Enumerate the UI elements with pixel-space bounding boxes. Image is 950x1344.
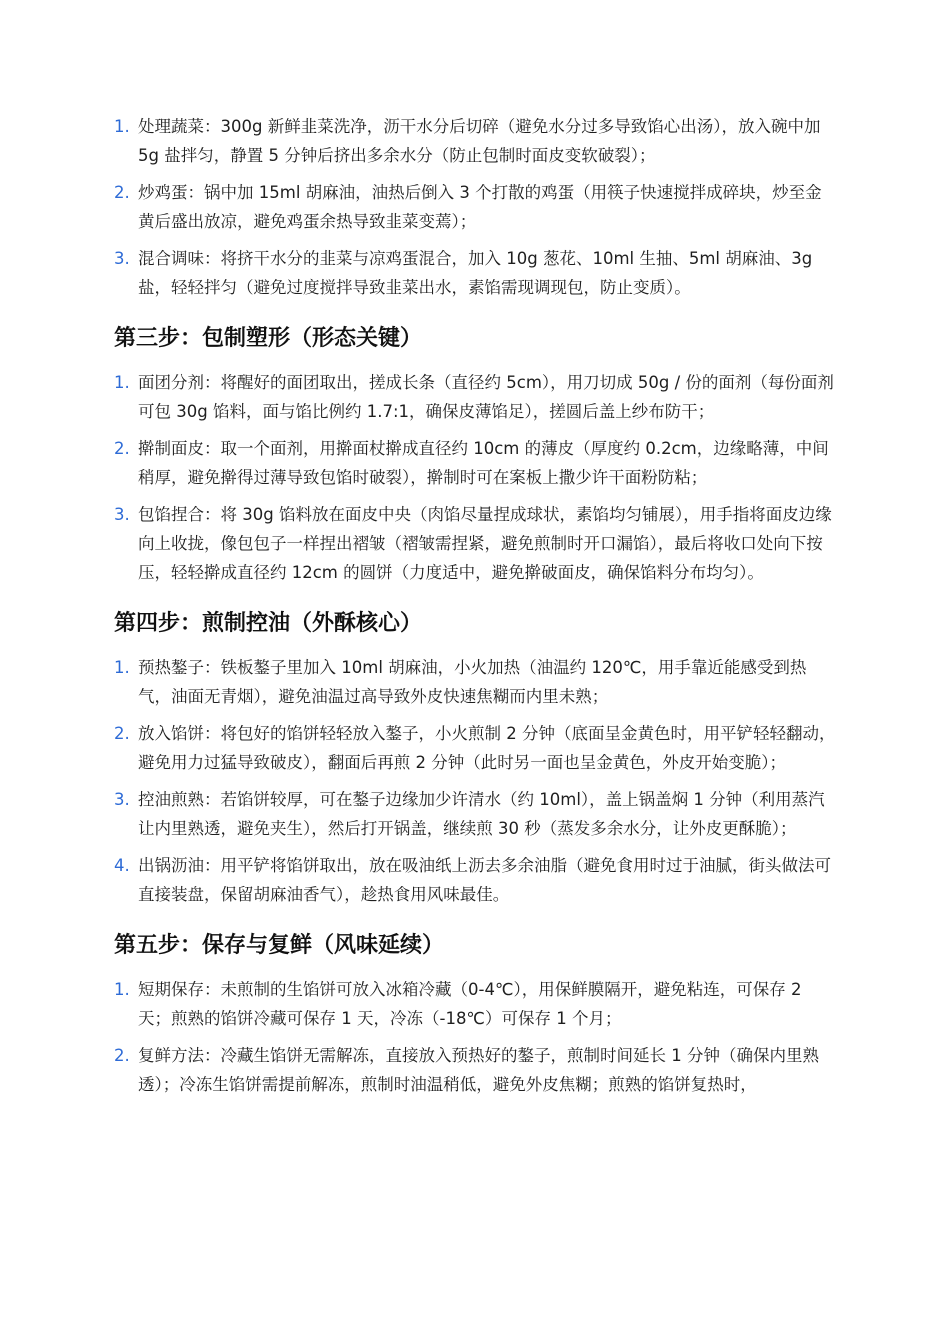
list-item-text: 炒鸡蛋：锅中加 15ml 胡麻油，油热后倒入 3 个打散的鸡蛋（用筷子快速搅拌成碎块，炒至金黄后盛出放凉，避免鸡蛋余热导致韭菜变蔫）；	[138, 183, 822, 231]
list-item-text: 擀制面皮：取一个面剂，用擀面杖擀成直径约 10cm 的薄皮（厚度约 0.2cm，边缘略薄，中间稍厚，避免擀得过薄导致包馅时破裂），擀制时可在案板上撒少许干面粉防粘；	[138, 439, 829, 487]
list-item	[114, 975, 836, 1033]
intro-step-list	[114, 112, 836, 302]
list-item-text: 放入馅饼：将包好的馅饼轻轻放入鏊子，小火煎制 2 分钟（底面呈金黄色时，用平铲轻轻翻动，避免用力过猛导致破皮），翻面后再煎 2 分钟（此时另一面也呈金黄色，外皮开始变脆）；	[138, 724, 836, 772]
list-number: 1.	[114, 117, 130, 136]
section-heading-step3: 第三步：包制塑形（形态关键）	[114, 326, 423, 351]
list-number: 3.	[114, 790, 130, 809]
step5-list	[114, 975, 836, 1099]
list-item-text: 出锅沥油：用平铲将馅饼取出，放在吸油纸上沥去多余油脂（避免食用时过于油腻，街头做法可直接装盘，保留胡麻油香气），趁热食用风味最佳。	[138, 856, 831, 904]
list-number: 4.	[114, 856, 130, 875]
list-number: 1.	[114, 980, 130, 999]
list-item-text: 面团分剂：将醒好的面团取出，搓成长条（直径约 5cm），用刀切成 50g / 份的面剂（每份面剂可包 30g 馅料，面与馅比例约 1.7:1，确保皮薄馅足），搓圆后盖上纱布防干；	[138, 373, 834, 421]
list-item	[114, 244, 836, 302]
list-item	[114, 785, 836, 843]
list-item-text: 包馅捏合：将 30g 馅料放在面皮中央（肉馅尽量捏成球状，素馅均匀铺展），用手指将面皮边缘向上收拢，像包包子一样捏出褶皱（褶皱需捏紧，避免煎制时开口漏馅），最后将收口处向下按压，轻轻擀成直径约 12cm 的圆饼（力度适中，避免擀破面皮，确保馅料分布均匀）。	[138, 505, 832, 582]
list-number: 1.	[114, 373, 130, 392]
list-item-text: 控油煎熟：若馅饼较厚，可在鏊子边缘加少许清水（约 10ml），盖上锅盖焖 1 分钟（利用蒸汽让内里熟透，避免夹生），然后打开锅盖，继续煎 30 秒（蒸发多余水分，让外皮更酥脆）；	[138, 790, 825, 838]
list-item-text: 处理蔬菜：300g 新鲜韭菜洗净，沥干水分后切碎（避免水分过多导致馅心出汤），放入碗中加 5g 盐拌匀，静置 5 分钟后挤出多余水分（防止包制时面皮变软破裂）；	[138, 117, 821, 165]
list-item	[114, 719, 836, 777]
list-number: 2.	[114, 183, 130, 202]
list-item	[114, 1041, 836, 1099]
list-item	[114, 368, 836, 426]
list-item	[114, 112, 836, 170]
list-number: 2.	[114, 439, 130, 458]
list-item-text: 复鲜方法：冷藏生馅饼无需解冻，直接放入预热好的鏊子，煎制时间延长 1 分钟（确保内里熟透）；冷冻生馅饼需提前解冻，煎制时油温稍低，避免外皮焦糊；煎熟的馅饼复热时，	[138, 1046, 819, 1094]
list-item-text: 短期保存：未煎制的生馅饼可放入冰箱冷藏（0-4℃），用保鲜膜隔开，避免粘连，可保存 2 天；煎熟的馅饼冷藏可保存 1 天，冷冻（-18℃）可保存 1 个月；	[138, 980, 802, 1028]
list-item-text: 预热鏊子：铁板鏊子里加入 10ml 胡麻油，小火加热（油温约 120℃，用手靠近能感受到热气，油面无青烟），避免油温过高导致外皮快速焦糊而内里未熟；	[138, 658, 807, 706]
list-number: 3.	[114, 249, 130, 268]
list-item	[114, 178, 836, 236]
list-number: 2.	[114, 724, 130, 743]
section-heading-step4: 第四步：煎制控油（外酥核心）	[114, 611, 423, 636]
list-number: 3.	[114, 505, 130, 524]
step4-list	[114, 653, 836, 909]
list-item	[114, 851, 836, 909]
list-item	[114, 500, 836, 587]
list-item-text: 混合调味：将挤干水分的韭菜与凉鸡蛋混合，加入 10g 葱花、10ml 生抽、5ml 胡麻油、3g 盐，轻轻拌匀（避免过度搅拌导致韭菜出水，素馅需现调现包，防止变质）。	[138, 249, 813, 297]
list-number: 2.	[114, 1046, 130, 1065]
list-item	[114, 653, 836, 711]
list-number: 1.	[114, 658, 130, 677]
list-item	[114, 434, 836, 492]
step3-list	[114, 368, 836, 587]
section-heading-step5: 第五步：保存与复鲜（风味延续）	[114, 933, 445, 958]
